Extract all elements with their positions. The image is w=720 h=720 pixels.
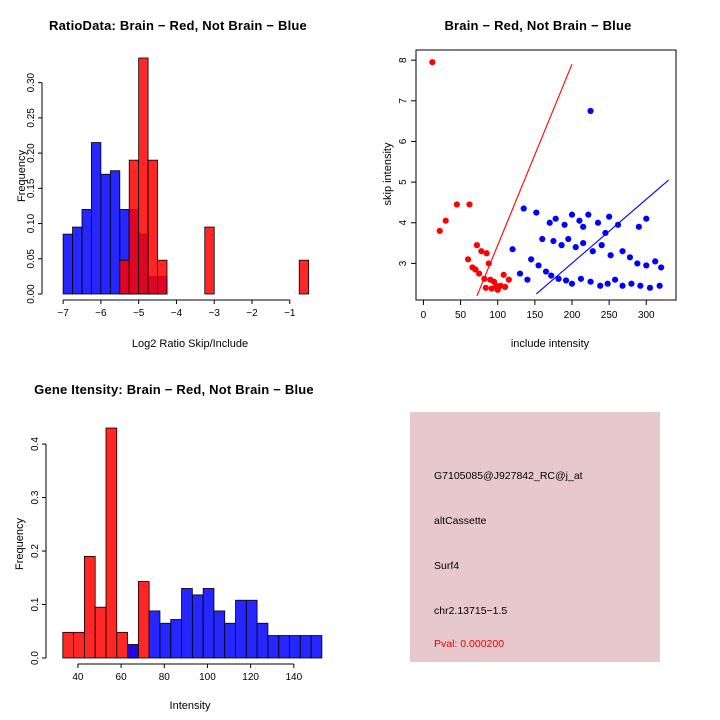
x-tick-label: −3 xyxy=(208,308,220,319)
scatter-point xyxy=(643,216,649,222)
scatter-point xyxy=(612,277,618,283)
scatter-point xyxy=(533,210,539,216)
panel-ratio-title: RatioData: Brain − Red, Not Brain − Blue xyxy=(49,18,307,33)
scatter-point xyxy=(576,218,582,224)
scatter-point xyxy=(524,277,530,283)
scatter-point xyxy=(587,279,593,285)
scatter-point xyxy=(606,214,612,220)
scatter-point xyxy=(465,256,471,262)
scatter-point xyxy=(443,218,449,224)
x-tick-label: −4 xyxy=(170,308,183,319)
scatter-point xyxy=(563,277,569,283)
y-tick-label: 0.2 xyxy=(30,544,41,558)
scatter-point xyxy=(517,270,523,276)
info-gene-symbol: Surf4 xyxy=(434,560,460,572)
histogram-bar xyxy=(268,636,279,658)
panel-gene-title: Gene Itensity: Brain − Red, Not Brain − Blue xyxy=(34,382,314,397)
histogram-bar xyxy=(149,611,160,658)
scatter-point xyxy=(652,258,658,264)
histogram-bar xyxy=(128,645,139,658)
x-tick-label: 140 xyxy=(285,672,303,683)
x-tick-label: −7 xyxy=(57,308,69,319)
y-tick-label: 0.30 xyxy=(26,72,37,93)
y-tick-label: 0.05 xyxy=(26,249,37,269)
y-tick-label: 0.25 xyxy=(26,108,37,128)
x-tick-label: 300 xyxy=(637,310,655,321)
histogram-bar xyxy=(182,588,193,658)
y-tick-label: 0.1 xyxy=(30,597,41,612)
y-tick-label: 0.10 xyxy=(26,213,37,234)
scatter-point xyxy=(569,212,575,218)
histogram-bar xyxy=(106,428,117,658)
scatter-point xyxy=(643,262,649,268)
panel-ratio-histogram xyxy=(0,0,360,360)
scatter-point xyxy=(553,216,559,222)
info-event-type: altCassette xyxy=(434,515,487,527)
fit-line xyxy=(536,180,668,294)
x-tick-label: 0 xyxy=(420,310,427,321)
y-tick-label: 0.0 xyxy=(30,651,41,665)
scatter-point xyxy=(528,256,534,262)
y-tick-label: 3 xyxy=(398,260,409,267)
scatter-point xyxy=(559,242,565,248)
scatter-point xyxy=(565,236,571,242)
x-tick-label: −6 xyxy=(95,308,107,319)
histogram-bar xyxy=(120,260,129,294)
scatter-point xyxy=(469,264,475,270)
info-locus: chr2.13715−1.5 xyxy=(434,605,508,617)
x-tick-label: 120 xyxy=(242,672,259,683)
panel-gene-xlabel: Intensity xyxy=(169,700,211,712)
y-tick-label: 8 xyxy=(398,57,409,63)
scatter-point xyxy=(602,230,608,236)
info-probe-id: G7105085@J927842_RC@j_at xyxy=(434,470,583,482)
scatter-point xyxy=(636,224,642,230)
x-tick-label: 150 xyxy=(526,310,544,321)
scatter-point xyxy=(580,224,586,230)
info-pvalue: Pval: 0.000200 xyxy=(434,638,505,650)
histogram-bar xyxy=(214,611,225,658)
histogram-bar xyxy=(91,143,100,294)
histogram-bar xyxy=(192,595,203,658)
fit-line xyxy=(477,64,572,296)
panel-scatter-title: Brain − Red, Not Brain − Blue xyxy=(444,18,632,33)
histogram-bar xyxy=(74,632,85,658)
y-tick-label: 5 xyxy=(398,179,409,185)
x-tick-label: 250 xyxy=(600,310,618,321)
scatter-point xyxy=(483,285,489,291)
histogram-bar xyxy=(311,636,322,658)
y-tick-label: 7 xyxy=(398,98,409,104)
scatter-point xyxy=(502,284,508,290)
scatter-point xyxy=(647,285,653,291)
histogram-bar xyxy=(138,582,149,658)
scatter-point xyxy=(608,252,614,258)
scatter-point xyxy=(550,238,556,244)
x-tick-label: 40 xyxy=(72,672,84,683)
histogram-bar xyxy=(110,171,119,294)
histogram-bar xyxy=(203,588,214,658)
histogram-bar xyxy=(257,623,268,658)
panel-gene-histogram xyxy=(0,360,400,720)
x-tick-label: 50 xyxy=(455,310,467,321)
histogram-bar xyxy=(279,636,290,658)
histogram-bar xyxy=(82,209,91,294)
y-tick-label: 6 xyxy=(398,138,409,145)
scatter-point xyxy=(483,250,489,256)
histogram-bar xyxy=(63,234,72,294)
scatter-point xyxy=(580,240,586,246)
histogram-bar xyxy=(73,227,82,294)
panel-scatter xyxy=(360,0,720,360)
ratio-histogram-svg xyxy=(0,0,360,360)
scatter-point xyxy=(573,244,579,250)
scatter-point xyxy=(619,283,625,289)
panel-gene-ylabel: Frequency xyxy=(14,518,26,570)
x-tick-label: 80 xyxy=(158,672,170,683)
scatter-point xyxy=(657,283,663,289)
scatter-svg xyxy=(360,0,720,360)
histogram-bar xyxy=(139,58,148,294)
scatter-point xyxy=(634,260,640,266)
scatter-point xyxy=(627,254,633,260)
x-tick-label: 100 xyxy=(489,310,507,321)
scatter-point xyxy=(556,276,562,282)
panel-scatter-ylabel: skip intensity xyxy=(382,142,394,206)
histogram-bar xyxy=(84,556,95,658)
histogram-bar xyxy=(158,260,167,294)
scatter-point xyxy=(495,287,501,293)
histogram-bar xyxy=(117,632,128,658)
scatter-point xyxy=(429,59,435,65)
histogram-bar xyxy=(299,260,308,294)
scatter-point xyxy=(597,283,603,289)
gene-histogram-svg xyxy=(0,360,400,720)
histogram-bar xyxy=(63,632,74,658)
histogram-bar xyxy=(129,160,138,294)
y-tick-label: 0.15 xyxy=(26,178,37,199)
scatter-point xyxy=(561,222,567,228)
scatter-point xyxy=(486,260,492,266)
scatter-point xyxy=(454,201,460,207)
scatter-point xyxy=(437,228,443,234)
y-tick-label: 4 xyxy=(398,219,409,226)
y-tick-label: 0.3 xyxy=(30,490,41,505)
y-tick-label: 0.20 xyxy=(26,143,37,163)
x-tick-label: −5 xyxy=(132,308,145,319)
scatter-point xyxy=(474,242,480,248)
scatter-point xyxy=(569,281,575,287)
histogram-bar xyxy=(171,619,182,658)
histogram-bar xyxy=(236,600,247,658)
x-tick-label: −1 xyxy=(284,308,296,319)
panel-scatter-xlabel: include intensity xyxy=(510,338,590,350)
scatter-point xyxy=(521,205,527,211)
scatter-point xyxy=(506,277,512,283)
histogram-bar xyxy=(225,623,236,658)
x-tick-label: −2 xyxy=(246,308,258,319)
scatter-point xyxy=(628,281,634,287)
scatter-point xyxy=(489,286,495,292)
scatter-point xyxy=(509,246,515,252)
histogram-bar xyxy=(148,160,157,294)
x-tick-label: 200 xyxy=(563,310,581,321)
scatter-point xyxy=(543,268,549,274)
x-tick-label: 60 xyxy=(115,672,127,683)
scatter-point xyxy=(590,248,596,254)
x-tick-label: 100 xyxy=(199,672,216,683)
scatter-point xyxy=(619,248,625,254)
panel-ratio-xlabel: Log2 Ratio Skip/Include xyxy=(131,338,249,350)
scatter-point xyxy=(595,220,601,226)
panel-ratio-ylabel: Frequency xyxy=(16,150,28,202)
scatter-point xyxy=(548,273,554,279)
scatter-point xyxy=(501,272,507,278)
scatter-point xyxy=(481,276,487,282)
y-tick-label: 0.00 xyxy=(26,284,37,304)
scatter-point xyxy=(658,264,664,270)
scatter-point xyxy=(547,220,553,226)
scatter-point xyxy=(605,281,611,287)
scatter-point xyxy=(637,283,643,289)
histogram-bar xyxy=(205,227,214,294)
scatter-point xyxy=(466,201,472,207)
histogram-bar xyxy=(160,623,171,658)
scatter-point xyxy=(599,242,605,248)
histogram-bar xyxy=(101,174,110,294)
scatter-point xyxy=(587,108,593,114)
histogram-bar xyxy=(246,600,257,658)
scatter-point xyxy=(535,262,541,268)
scatter-point xyxy=(615,222,621,228)
info-box xyxy=(410,412,660,662)
scatter-point xyxy=(539,236,545,242)
histogram-bar xyxy=(290,636,301,658)
y-tick-label: 0.4 xyxy=(30,437,41,452)
histogram-bar xyxy=(95,607,106,658)
scatter-point xyxy=(476,270,482,276)
histogram-bar xyxy=(300,636,311,658)
scatter-point xyxy=(585,212,591,218)
scatter-point xyxy=(578,276,584,282)
